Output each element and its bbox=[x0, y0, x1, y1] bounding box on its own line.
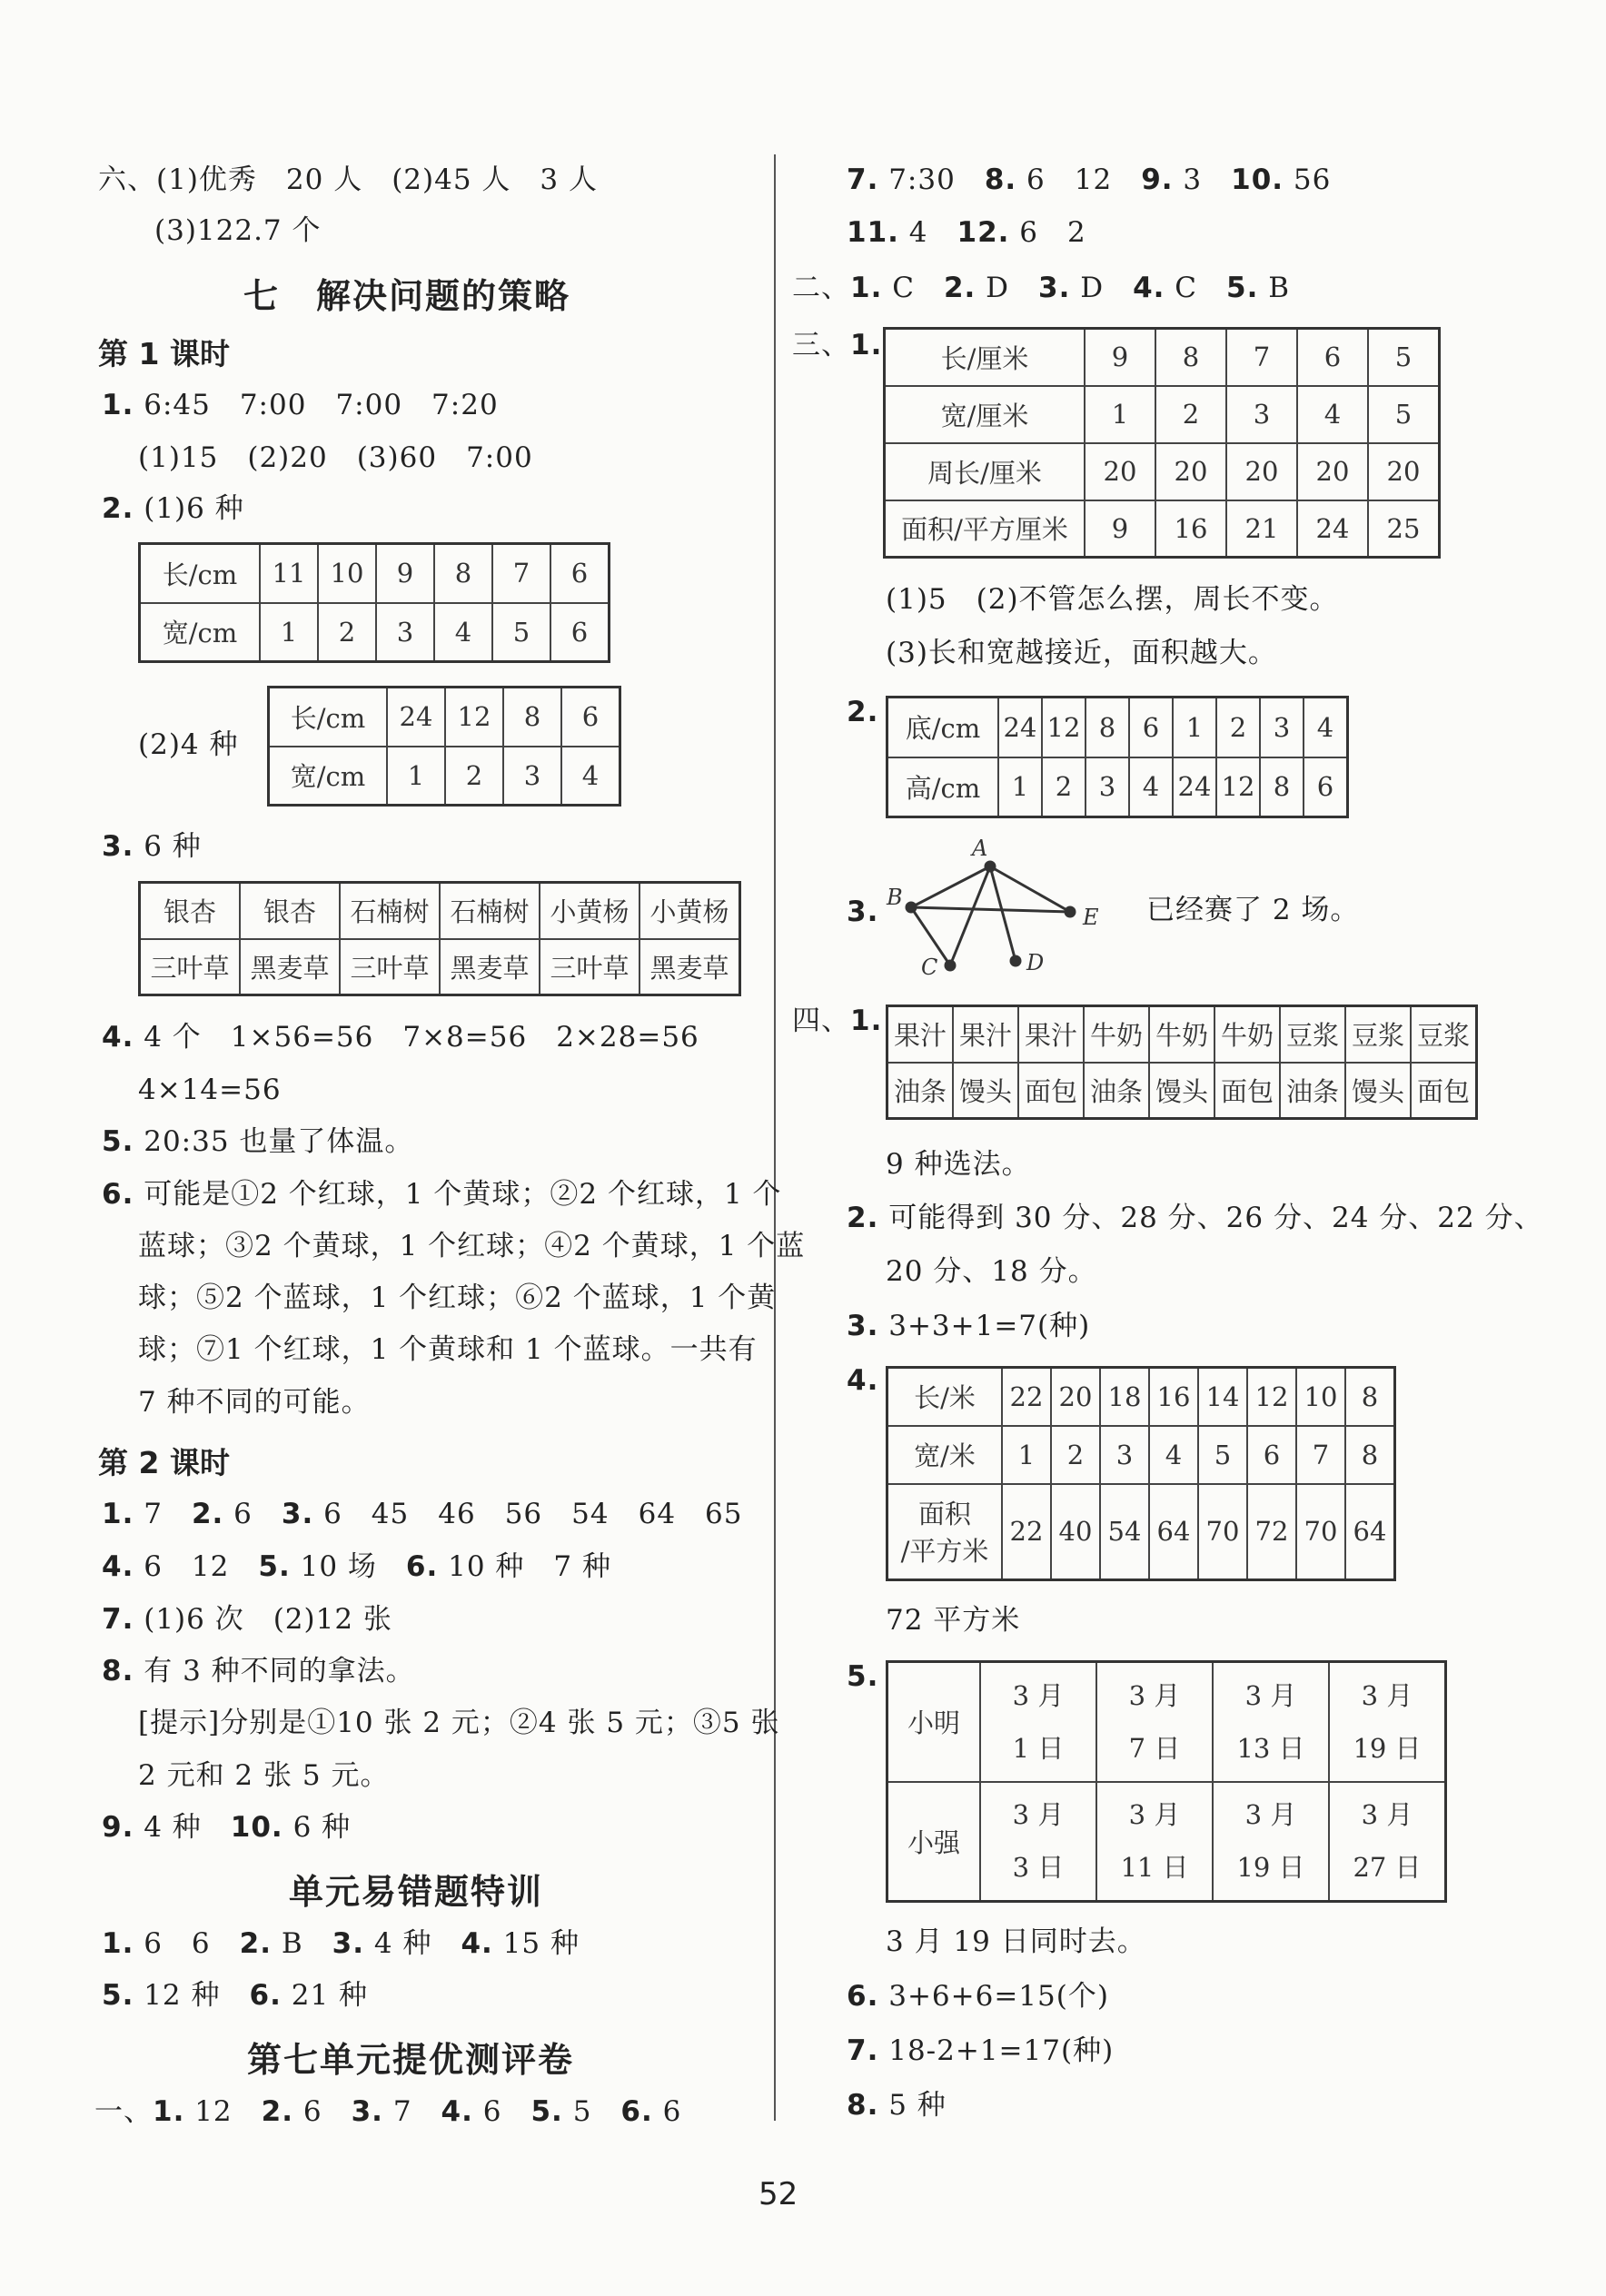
s4-q4-text: 72 平方米 bbox=[886, 1604, 1021, 1637]
edge-a-c bbox=[950, 866, 990, 965]
s4-q2: 2. 可能得到 30 分、28 分、26 分、24 分、22 分、 bbox=[847, 1202, 1543, 1234]
l1-q6-line4: 球；⑦1 个红球，1 个黄球和 1 个蓝球。一共有 bbox=[138, 1333, 758, 1366]
column-divider bbox=[774, 154, 776, 2121]
node-a bbox=[986, 862, 995, 871]
s3-q1-a: (1)5 (2)不管怎么摆，周长不变。 bbox=[886, 583, 1339, 616]
node-c bbox=[946, 961, 955, 970]
l1-q2-b-label: (2)4 种 bbox=[138, 728, 239, 761]
table-s4q5: 小明 3 月 1 日 3 月 7 日 3 月 13 日 3 月 19 日 小强 3 月 3 日 3 月 11 日 3 月 19 日 3 月 27 日 bbox=[886, 1660, 1447, 1903]
chapter-title: 七 解决问题的策略 bbox=[243, 276, 571, 316]
s4-q5-num: 5. bbox=[847, 1660, 879, 1693]
l1-q6: 6. 可能是①2 个红球，1 个黄球；②2 个红球，1 个 bbox=[102, 1178, 782, 1211]
section-six-line2: (3)122.7 个 bbox=[154, 214, 322, 247]
s3-q1-b: (3)长和宽越接近，面积越大。 bbox=[886, 637, 1277, 669]
node-e bbox=[1066, 907, 1075, 916]
err-row2: 5. 12 种 6. 21 种 bbox=[102, 1979, 369, 2012]
table-s4q1: 果汁 果汁 果汁 牛奶 牛奶 牛奶 豆浆 豆浆 豆浆 油条 馒头 面包 油条 馒头 面包 油条 馒头 面包 bbox=[886, 1004, 1478, 1120]
edge-b-e bbox=[911, 907, 1070, 912]
s4-q4-num: 4. bbox=[847, 1364, 879, 1397]
l2-q7: 7. (1)6 次 (2)12 张 bbox=[102, 1603, 392, 1636]
l1-q3: 3. 6 种 bbox=[102, 830, 202, 863]
s3-q2-num: 2. bbox=[847, 696, 879, 728]
l1-q6-line3: 球；⑤2 个蓝球，1 个红球；⑥2 个蓝球，1 个黄 bbox=[138, 1282, 777, 1314]
edge-a-d bbox=[990, 866, 1016, 961]
s4-q3: 3. 3+3+1=7(种) bbox=[847, 1310, 1091, 1342]
label-c: C bbox=[921, 955, 938, 979]
area-header: 面积 /平方米 bbox=[887, 1484, 1003, 1580]
s4-q1-label: 四、1. bbox=[792, 1004, 883, 1037]
l1-q6-line5: 7 种不同的可能。 bbox=[138, 1386, 371, 1419]
label-d: D bbox=[1026, 950, 1045, 975]
test-row1: 一、1. 12 2. 6 3. 7 4. 6 5. 5 6. 6 bbox=[94, 2095, 682, 2128]
table-q3: 银杏 银杏 石楠树 石楠树 小黄杨 小黄杨 三叶草 黑麦草 三叶草 黑麦草 三叶草 黑麦草 bbox=[138, 881, 741, 996]
l2-row2: 4. 6 12 5. 10 场 6. 10 种 7 种 bbox=[102, 1550, 611, 1583]
label-a: A bbox=[972, 836, 988, 861]
l1-q6-line2: 蓝球；③2 个黄球，1 个红球；④2 个黄球，1 个蓝 bbox=[138, 1230, 806, 1262]
table-s3q2: 底/cm 24 12 8 6 1 2 3 4 高/cm 1 2 3 4 24 12 8 6 bbox=[886, 696, 1349, 818]
s4-q7: 7. 18-2+1=17(种) bbox=[847, 2034, 1115, 2067]
edge-b-a bbox=[911, 866, 990, 907]
r-row1: 7. 7:30 8. 6 12 9. 3 10. 56 bbox=[847, 163, 1332, 196]
s3-q1-label: 三、1. bbox=[792, 329, 883, 361]
err-row1: 1. 6 6 2. B 3. 4 种 4. 15 种 bbox=[102, 1927, 580, 1960]
table-q2b: 长/cm 24 12 8 6 宽/cm 1 2 3 4 bbox=[267, 686, 621, 807]
l1-q4-b: 4×14=56 bbox=[138, 1074, 282, 1106]
node-b bbox=[907, 903, 916, 912]
l2-q8-hint: [提示]分别是①10 张 2 元；②4 张 5 元；③5 张 bbox=[138, 1707, 780, 1739]
match-graph bbox=[881, 834, 1126, 979]
l2-q8: 8. 有 3 种不同的拿法。 bbox=[102, 1655, 415, 1687]
r-row2: 11. 4 12. 6 2 bbox=[847, 216, 1086, 249]
table-q2a: 长/cm 11 10 9 8 7 6 宽/cm 1 2 3 4 5 6 bbox=[138, 542, 610, 663]
lesson1-title: 第 1 课时 bbox=[98, 336, 230, 371]
l2-q8-hint2: 2 元和 2 张 5 元。 bbox=[138, 1759, 390, 1792]
r-row3: 二、1. C 2. D 3. D 4. C 5. B bbox=[792, 272, 1291, 304]
section-six-line1: 六、(1)优秀 20 人 (2)45 人 3 人 bbox=[98, 163, 598, 196]
s4-q6: 6. 3+6+6=15(个) bbox=[847, 1980, 1109, 2013]
l1-q4: 4. 4 个 1×56=56 7×8=56 2×28=56 bbox=[102, 1021, 699, 1054]
l1-q1-b: (1)15 (2)20 (3)60 7:00 bbox=[138, 441, 533, 474]
s3-q3-num: 3. bbox=[847, 896, 879, 928]
test-title: 第七单元提优测评卷 bbox=[247, 2040, 575, 2080]
l2-row9: 9. 4 种 10. 6 种 bbox=[102, 1811, 352, 1844]
errors-title: 单元易错题特训 bbox=[289, 1872, 544, 1912]
node-d bbox=[1011, 956, 1020, 965]
label-e: E bbox=[1083, 905, 1099, 930]
l2-row1: 1. 7 2. 6 3. 6 45 46 56 54 64 65 bbox=[102, 1498, 743, 1530]
s3-q3-text: 已经赛了 2 场。 bbox=[1146, 894, 1360, 926]
lesson2-title: 第 2 课时 bbox=[98, 1445, 230, 1480]
l1-q2: 2. (1)6 种 bbox=[102, 492, 244, 525]
l1-q1: 1. 6:45 7:00 7:00 7:20 bbox=[102, 389, 499, 421]
table-s4q4: 长/米 22 20 18 16 14 12 10 8 宽/米 1 2 3 4 5 6 7 8 面积 /平方米 22 40 54 64 70 72 70 64 bbox=[886, 1366, 1396, 1581]
page-number: 52 bbox=[758, 2176, 798, 2212]
s4-q5-text: 3 月 19 日同时去。 bbox=[886, 1925, 1146, 1958]
s4-q8: 8. 5 种 bbox=[847, 2089, 947, 2122]
l1-q5: 5. 20:35 也量了体温。 bbox=[102, 1125, 414, 1158]
table-s3q1: 长/厘米 9 8 7 6 5 宽/厘米 1 2 3 4 5 周长/厘米 20 20 20 20 20 面积/平方厘米 9 16 21 24 25 bbox=[883, 327, 1441, 559]
label-b: B bbox=[887, 885, 903, 910]
edge-a-e bbox=[990, 866, 1070, 912]
s4-q2-b: 20 分、18 分。 bbox=[886, 1255, 1097, 1288]
s4-q1-text: 9 种选法。 bbox=[886, 1148, 1031, 1181]
